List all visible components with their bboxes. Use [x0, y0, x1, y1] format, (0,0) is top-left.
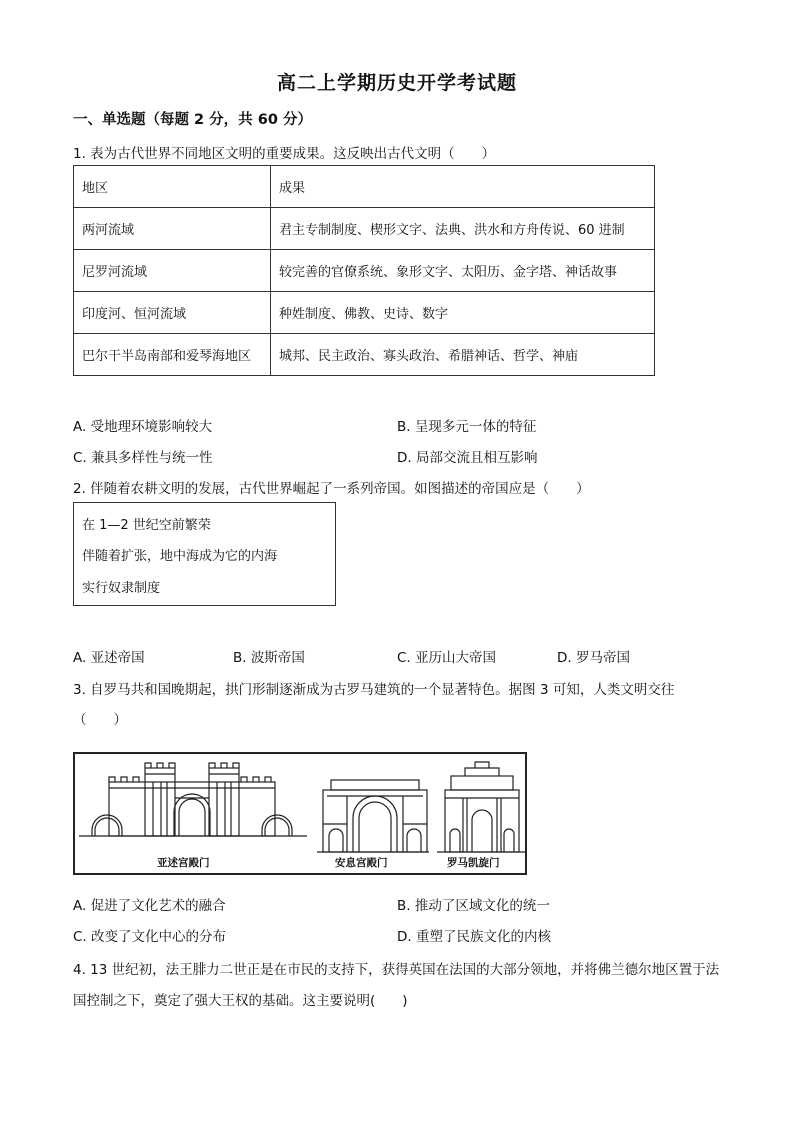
- question-4-stem-line-1: 4. 13 世纪初，法王腓力二世正是在市民的支持下，获得英国在法国的大部分领地，并将佛兰德尔地区置于法: [73, 962, 720, 978]
- info-line: 伴随着扩张，地中海成为它的内海: [82, 549, 278, 564]
- table-row: [74, 208, 655, 250]
- table-cell: 尼罗河流域: [74, 250, 271, 292]
- info-line: 在 1—2 世纪空前繁荣: [82, 518, 211, 533]
- parthian-gate-drawing: [317, 780, 429, 852]
- figure-3-gates: [73, 752, 527, 875]
- section-heading: 一、单选题（每题 2 分，共 60 分）: [73, 112, 312, 128]
- roman-arch-drawing: [437, 762, 525, 852]
- question-3-option-a[interactable]: A. 促进了文化艺术的融合: [73, 898, 226, 914]
- figure-caption: 安息宫殿门: [335, 857, 388, 869]
- figure-caption: 罗马凯旋门: [447, 857, 500, 869]
- question-2-option-c[interactable]: C. 亚历山大帝国: [397, 650, 497, 666]
- question-3-option-b[interactable]: B. 推动了区域文化的统一: [397, 898, 550, 914]
- question-3-option-c[interactable]: C. 改变了文化中心的分布: [73, 929, 227, 945]
- table-cell: 种姓制度、佛教、史诗、数字: [271, 292, 655, 334]
- table-cell: 地区: [74, 166, 271, 208]
- question-2-stem: 2. 伴随着农耕文明的发展，古代世界崛起了一系列帝国。如图描述的帝国应是（ ）: [73, 481, 590, 497]
- question-2-info-box: [73, 502, 336, 606]
- table-cell: 君主专制制度、楔形文字、法典、洪水和方舟传说、60 进制: [271, 208, 655, 250]
- question-1-stem: 1. 表为古代世界不同地区文明的重要成果。这反映出古代文明（ ）: [73, 146, 496, 162]
- table-header-row: [74, 166, 655, 208]
- question-2-option-d[interactable]: D. 罗马帝国: [557, 650, 630, 666]
- table-cell: 两河流域: [74, 208, 271, 250]
- table-cell: 巴尔干半岛南部和爱琴海地区: [74, 334, 271, 376]
- table-cell: 印度河、恒河流域: [74, 292, 271, 334]
- question-1-option-d[interactable]: D. 局部交流且相互影响: [397, 450, 538, 466]
- question-3-stem-line-2: （ ）: [73, 712, 127, 728]
- question-1-option-b[interactable]: B. 呈现多元一体的特征: [397, 419, 537, 435]
- question-3-option-d[interactable]: D. 重塑了民族文化的内核: [397, 929, 551, 945]
- question-1-table: [73, 165, 655, 376]
- assyrian-gate-drawing: [79, 763, 307, 836]
- table-cell: 较完善的官僚系统、象形文字、太阳历、金字塔、神话故事: [271, 250, 655, 292]
- table-row: [74, 250, 655, 292]
- table-cell: 城邦、民主政治、寡头政治、希腊神话、哲学、神庙: [271, 334, 655, 376]
- table-row: [74, 334, 655, 376]
- question-1-option-c[interactable]: C. 兼具多样性与统一性: [73, 450, 213, 466]
- question-4-stem-line-2: 国控制之下，奠定了强大王权的基础。这主要说明( ): [73, 993, 408, 1009]
- table-cell: 成果: [271, 166, 655, 208]
- figure-caption: 亚述宫殿门: [157, 857, 210, 869]
- question-2-option-b[interactable]: B. 波斯帝国: [233, 650, 305, 666]
- question-2-option-a[interactable]: A. 亚述帝国: [73, 650, 145, 666]
- page-title: 高二上学期历史开学考试题: [276, 72, 517, 94]
- table-row: [74, 292, 655, 334]
- info-line: 实行奴隶制度: [82, 581, 161, 596]
- question-3-stem-line-1: 3. 自罗马共和国晚期起，拱门形制逐渐成为古罗马建筑的一个显著特色。据图 3 可知，人类文明交往: [73, 682, 675, 698]
- question-1-option-a[interactable]: A. 受地理环境影响较大: [73, 419, 213, 435]
